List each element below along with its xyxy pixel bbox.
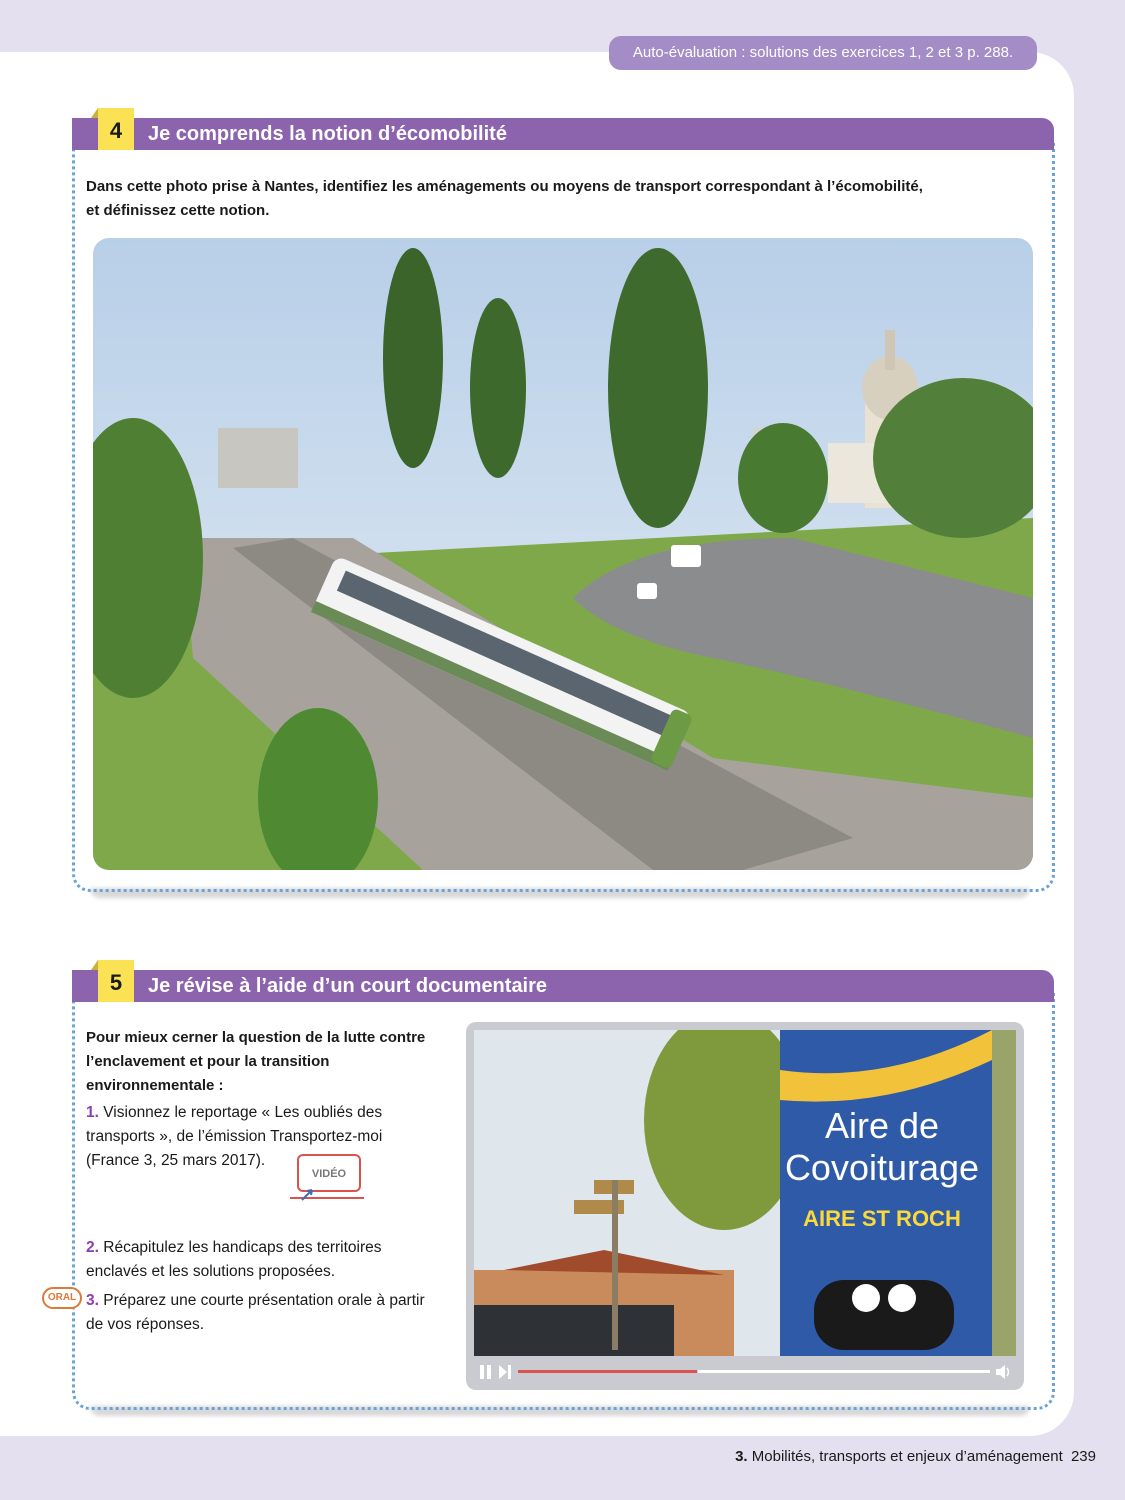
question-1-line: (France 3, 25 mars 2017). — [86, 1152, 266, 1169]
section-5-title: Je révise à l’aide d’un court documentaire — [148, 975, 548, 997]
question-1-line — [86, 1101, 456, 1125]
sign-line-1: Aire de — [824, 1105, 940, 1146]
question-1-number: 1. — [86, 1104, 99, 1121]
question-1-line: transports », de l’émission Transportez-moi — [86, 1128, 383, 1145]
intro-line: Pour mieux cerner la question de la lutte contre — [86, 1029, 426, 1046]
section-5-number: 5 — [98, 960, 134, 1002]
intro-line: l’enclavement et pour la transition — [86, 1053, 330, 1070]
page-number: 239 — [1070, 1448, 1096, 1465]
sign-line-3: AIRE ST ROCH — [803, 1206, 961, 1231]
question-2 — [86, 1236, 456, 1284]
video-controls — [474, 1360, 1016, 1384]
section-4-instruction — [86, 175, 1046, 223]
question-3-line — [86, 1289, 456, 1313]
oral-badge: ORAL — [42, 1287, 82, 1309]
question-1 — [86, 1101, 456, 1173]
skip-icon[interactable] — [499, 1365, 511, 1379]
question-1-text: Visionnez le reportage « Les oubliés des — [103, 1104, 383, 1121]
autoevaluation-banner: Auto-évaluation : solutions des exercices 1, 2 et 3 p. 288. — [609, 36, 1037, 70]
question-2-text: Récapitulez les handicaps des territoires — [103, 1239, 382, 1256]
question-3-text: Préparez une courte présentation orale à partir — [103, 1292, 425, 1309]
instruction-line: Dans cette photo prise à Nantes, identifiez les aménagements ou moyens de transport correspondant à l’écomobilité, — [86, 178, 923, 195]
chapter-number: 3. — [735, 1448, 748, 1465]
nantes-tram-photo — [93, 238, 1033, 870]
cursor-icon — [300, 1188, 314, 1202]
question-3-number: 3. — [86, 1292, 99, 1309]
page-footer — [735, 1448, 1096, 1465]
section-4-header — [72, 118, 1054, 150]
question-3-line: de vos réponses. — [86, 1316, 205, 1333]
chapter-title: Mobilités, transports et enjeux d’aménagement — [751, 1448, 1063, 1465]
intro-line: environnementale : — [86, 1077, 224, 1094]
photo-illustration — [93, 238, 1033, 870]
section-5-intro — [86, 1026, 456, 1098]
question-3 — [86, 1289, 456, 1337]
section-4-number: 4 — [98, 108, 134, 150]
covoiturage-scene — [474, 1030, 1016, 1356]
video-player[interactable] — [466, 1022, 1024, 1390]
sign-line-2: Covoiturage — [784, 1147, 980, 1188]
section-5-header — [72, 970, 1054, 1002]
video-controls-bar — [474, 1360, 1016, 1384]
progress-fill — [518, 1370, 697, 1373]
video-button[interactable]: VIDÉO — [297, 1154, 361, 1192]
volume-icon[interactable] — [996, 1365, 1009, 1379]
question-2-number: 2. — [86, 1239, 99, 1256]
section-4-title: Je comprends la notion d’écomobilité — [148, 123, 507, 145]
video-frame-image — [474, 1030, 1016, 1356]
instruction-line: et définissez cette notion. — [86, 202, 270, 219]
pause-icon[interactable] — [480, 1365, 491, 1379]
question-2-line: enclavés et les solutions proposées. — [86, 1263, 336, 1280]
question-2-line — [86, 1236, 456, 1260]
